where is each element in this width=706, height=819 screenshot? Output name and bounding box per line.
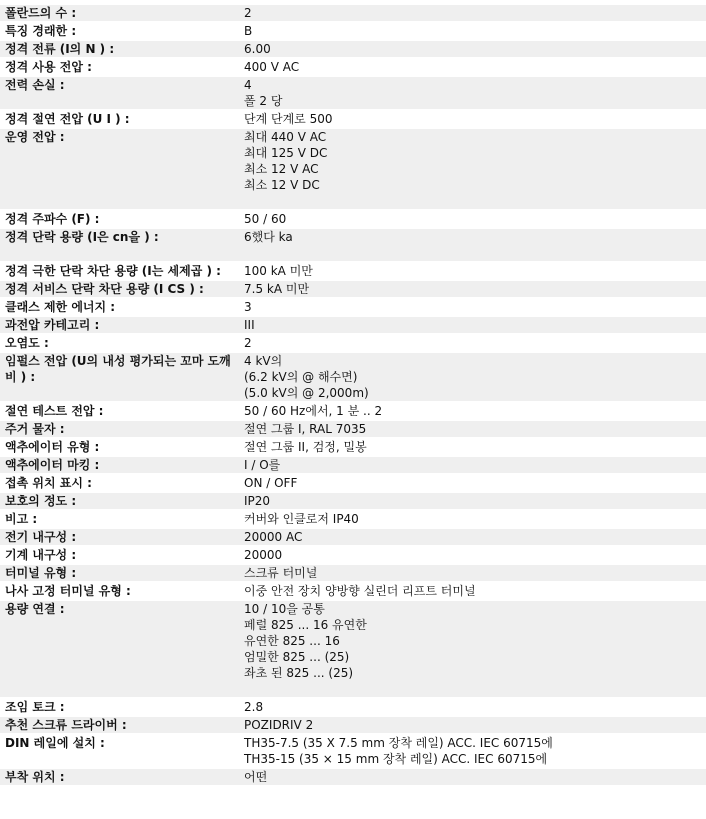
spec-value xyxy=(241,601,706,697)
spec-label: 부착 위치 : xyxy=(0,769,241,785)
spec-value-line: 2 xyxy=(244,336,252,350)
spec-row xyxy=(0,59,706,75)
spec-value xyxy=(241,403,706,419)
spec-label: 보호의 정도 : xyxy=(0,493,241,509)
spec-label: 정격 극한 단락 차단 용량 (I는 세제곱 ) : xyxy=(0,263,241,279)
spec-label: 정격 사용 전압 : xyxy=(0,59,241,75)
spec-value xyxy=(241,769,706,785)
spec-value-line: 폴 2 당 xyxy=(244,94,283,108)
spec-label: 기계 내구성 : xyxy=(0,547,241,563)
spec-label: 주거 물자 : xyxy=(0,421,241,437)
spec-value xyxy=(241,335,706,351)
spec-value-line xyxy=(244,193,706,209)
spec-row xyxy=(0,299,706,315)
spec-value xyxy=(241,583,706,599)
spec-row xyxy=(0,493,706,509)
spec-value-line: 커버와 인클로저 IP40 xyxy=(244,512,359,526)
spec-row xyxy=(0,263,706,279)
spec-row xyxy=(0,475,706,491)
spec-value-line: (5.0 kV의 @ 2,000m) xyxy=(244,386,369,400)
spec-value-line: 절연 그룹 I, RAL 7035 xyxy=(244,422,367,436)
spec-row xyxy=(0,735,706,767)
spec-value-line: ON / OFF xyxy=(244,476,298,490)
spec-row xyxy=(0,129,706,209)
spec-value-line: 400 V AC xyxy=(244,60,300,74)
spec-label: 운영 전압 : xyxy=(0,129,241,209)
spec-value xyxy=(241,699,706,715)
spec-value-line: 최소 12 V AC xyxy=(244,162,319,176)
spec-row xyxy=(0,565,706,581)
spec-value xyxy=(241,299,706,315)
spec-value-line xyxy=(244,681,706,697)
spec-row xyxy=(0,601,706,697)
spec-value-line: I / O를 xyxy=(244,458,281,472)
spec-value-line: 4 xyxy=(244,78,252,92)
spec-row xyxy=(0,421,706,437)
spec-label: 과전압 카테고리 : xyxy=(0,317,241,333)
spec-value-line: 50 / 60 xyxy=(244,212,287,226)
spec-row xyxy=(0,77,706,109)
spec-row xyxy=(0,457,706,473)
spec-row xyxy=(0,211,706,227)
spec-value-line: TH35-15 (35 × 15 mm 장착 레일) ACC. IEC 60715에 xyxy=(244,752,548,766)
spec-value-line: 3 xyxy=(244,300,252,314)
spec-value xyxy=(241,229,706,261)
spec-value-line: IP20 xyxy=(244,494,271,508)
spec-value xyxy=(241,263,706,279)
spec-value-line: 100 kA 미만 xyxy=(244,264,313,278)
spec-row xyxy=(0,403,706,419)
spec-value-line: 최대 440 V AC xyxy=(244,130,327,144)
spec-value xyxy=(241,59,706,75)
spec-value-line: 4 kV의 xyxy=(244,354,283,368)
spec-value-line: 페럴 825 ... 16 유연한 xyxy=(244,618,367,632)
spec-value xyxy=(241,511,706,527)
spec-value xyxy=(241,457,706,473)
spec-row xyxy=(0,511,706,527)
spec-label: 조임 토크 : xyxy=(0,699,241,715)
spec-value-line: 6했다 ka xyxy=(244,230,293,244)
spec-row xyxy=(0,769,706,785)
spec-label: 비고 : xyxy=(0,511,241,527)
spec-value xyxy=(241,317,706,333)
spec-row xyxy=(0,335,706,351)
spec-row xyxy=(0,439,706,455)
spec-row xyxy=(0,281,706,297)
spec-row xyxy=(0,583,706,599)
spec-value-line: 이중 안전 장치 양방향 실린더 리프트 터미널 xyxy=(244,584,476,598)
spec-label: 전력 손실 : xyxy=(0,77,241,109)
spec-value-line: 최대 125 V DC xyxy=(244,146,328,160)
spec-value-line: B xyxy=(244,24,253,38)
spec-label: 접촉 위치 표시 : xyxy=(0,475,241,491)
spec-value-line: POZIDRIV 2 xyxy=(244,718,314,732)
spec-label: 추천 스크류 드라이버 : xyxy=(0,717,241,733)
spec-value-line: 20000 xyxy=(244,548,283,562)
spec-value-line: 유연한 825 ... 16 xyxy=(244,634,340,648)
spec-row xyxy=(0,717,706,733)
spec-label: 폴란드의 수 : xyxy=(0,5,241,21)
spec-row xyxy=(0,353,706,401)
spec-value-line: 10 / 10을 공통 xyxy=(244,602,325,616)
spec-label: 터미널 유형 : xyxy=(0,565,241,581)
spec-value xyxy=(241,475,706,491)
spec-label: 정격 전류 (I의 N ) : xyxy=(0,41,241,57)
spec-value xyxy=(241,565,706,581)
spec-row xyxy=(0,547,706,563)
spec-value xyxy=(241,493,706,509)
spec-label: 정격 단락 용량 (I은 cn을 ) : xyxy=(0,229,241,261)
spec-value xyxy=(241,41,706,57)
spec-table xyxy=(0,3,706,787)
spec-row xyxy=(0,529,706,545)
spec-value xyxy=(241,353,706,401)
spec-label: DIN 레일에 설치 : xyxy=(0,735,241,767)
spec-row xyxy=(0,23,706,39)
spec-label: 정격 주파수 (F) : xyxy=(0,211,241,227)
spec-value-line: 단계 단계로 500 xyxy=(244,112,333,126)
spec-value-line: 20000 AC xyxy=(244,530,303,544)
spec-label: 임펄스 전압 (U의 내성 평가되는 꼬마 도깨비 ) : xyxy=(0,353,241,401)
spec-value-line: 어떤 xyxy=(244,770,268,784)
spec-value-line: 엄밀한 825 ... (25) xyxy=(244,650,350,664)
spec-label: 클래스 제한 에너지 : xyxy=(0,299,241,315)
spec-label: 절연 테스트 전압 : xyxy=(0,403,241,419)
spec-value-line: 50 / 60 Hz에서, 1 분 .. 2 xyxy=(244,404,383,418)
spec-label: 전기 내구성 : xyxy=(0,529,241,545)
spec-row xyxy=(0,229,706,261)
spec-value xyxy=(241,211,706,227)
spec-value xyxy=(241,735,706,767)
spec-value-line: 6.00 xyxy=(244,42,271,56)
spec-value xyxy=(241,77,706,109)
spec-row xyxy=(0,5,706,21)
spec-value xyxy=(241,5,706,21)
spec-row xyxy=(0,317,706,333)
spec-value-line: (6.2 kV의 @ 해수면) xyxy=(244,370,358,384)
spec-label: 나사 고정 터미널 유형 : xyxy=(0,583,241,599)
spec-value xyxy=(241,421,706,437)
spec-value-line: 좌초 된 825 ... (25) xyxy=(244,666,354,680)
spec-label: 정격 서비스 단락 차단 용량 (I CS ) : xyxy=(0,281,241,297)
spec-value-line: III xyxy=(244,318,255,332)
spec-label: 액추에이터 마킹 : xyxy=(0,457,241,473)
spec-value xyxy=(241,281,706,297)
spec-value xyxy=(241,529,706,545)
spec-value-line: 스크류 터미널 xyxy=(244,566,318,580)
spec-label: 정격 절연 전압 (U I ) : xyxy=(0,111,241,127)
spec-value-line xyxy=(244,245,706,261)
spec-row xyxy=(0,699,706,715)
spec-label: 액추에이터 유형 : xyxy=(0,439,241,455)
spec-value-line: 최소 12 V DC xyxy=(244,178,320,192)
spec-value-line: 절연 그룹 II, 검정, 밀봉 xyxy=(244,440,367,454)
spec-row xyxy=(0,41,706,57)
spec-table-body xyxy=(0,5,706,785)
spec-value-line: 7.5 kA 미만 xyxy=(244,282,310,296)
spec-value xyxy=(241,111,706,127)
spec-row xyxy=(0,111,706,127)
spec-value xyxy=(241,439,706,455)
spec-value xyxy=(241,23,706,39)
spec-value xyxy=(241,717,706,733)
spec-value-line: 2 xyxy=(244,6,252,20)
spec-label: 오염도 : xyxy=(0,335,241,351)
spec-label: 용량 연결 : xyxy=(0,601,241,697)
spec-value xyxy=(241,547,706,563)
spec-value xyxy=(241,129,706,209)
spec-value-line: TH35-7.5 (35 X 7.5 mm 장착 레일) ACC. IEC 60715에 xyxy=(244,736,553,750)
spec-value-line: 2.8 xyxy=(244,700,264,714)
spec-label: 특징 경래한 : xyxy=(0,23,241,39)
